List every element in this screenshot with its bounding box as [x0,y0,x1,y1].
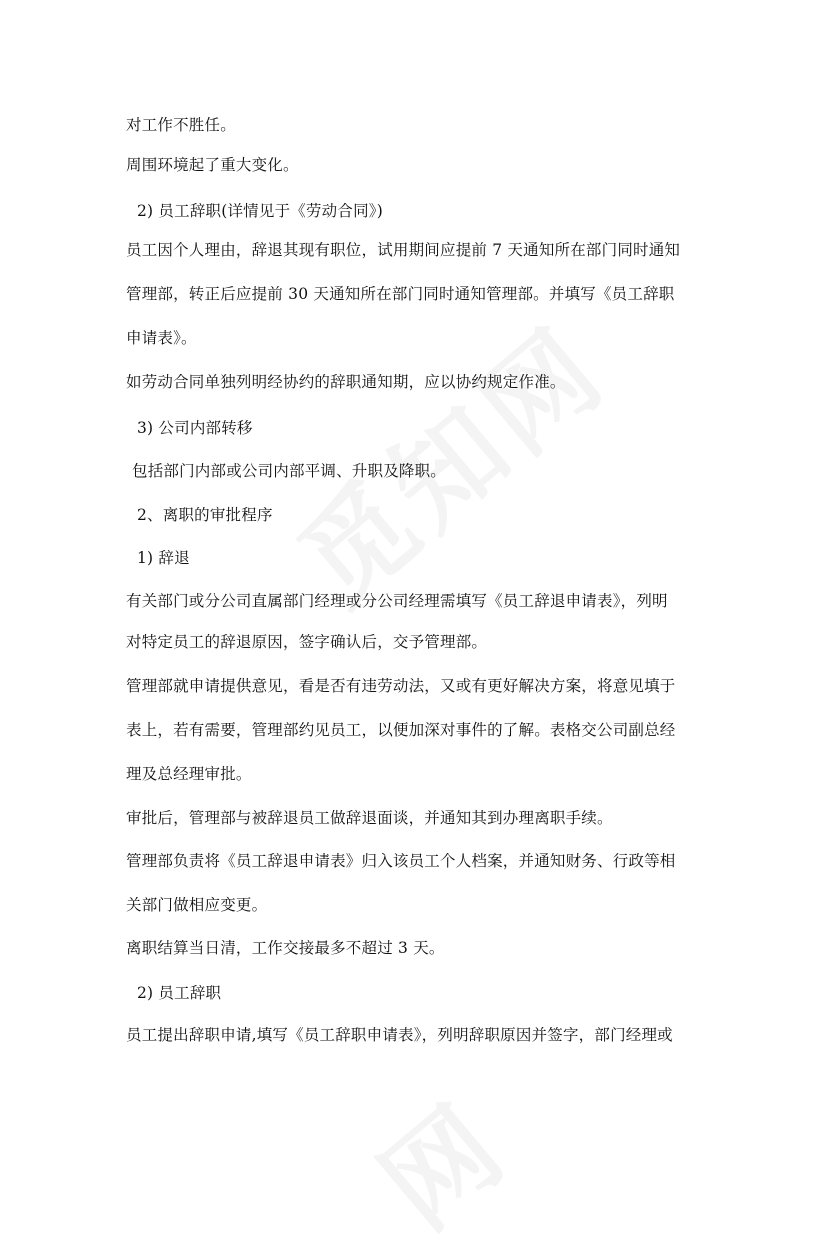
text-line: 对工作不胜任。 [126,116,236,134]
section-heading: 2、离职的审批程序 [137,506,273,524]
text-line: 关部门做相应变更。 [126,896,268,914]
text-line: 管理部负责将《员工辞退申请表》归入该员工个人档案，并通知财务、行政等相 [126,852,676,870]
text-line: 包括部门内部或公司内部平调、升职及降职。 [132,462,447,480]
section-heading: 2) 员工辞职 [137,984,222,1002]
text-line: 员工提出辞职申请,填写《员工辞职申请表》，列明辞职原因并签字，部门经理或 [126,1026,673,1044]
text-line: 周围环境起了重大变化。 [126,156,299,174]
section-heading: 1) 辞退 [137,549,190,567]
watermark-bottom [343,1061,535,1257]
text-line: 管理部就申请提供意见，看是否有违劳动法，又或有更好解决方案，将意见填于 [126,677,676,695]
section-heading: 2) 员工辞职(详情见于《劳动合同》) [137,202,383,220]
text-line: 有关部门或分公司直属部门经理或分公司经理需填写《员工辞退申请表》，列明 [126,592,668,610]
text-line: 如劳动合同单独列明经协约的辞职通知期，应以协约规定作准。 [126,373,566,391]
text-line: 对特定员工的辞退原因，签字确认后，交予管理部。 [126,633,488,651]
section-heading: 3) 公司内部转移 [137,419,253,437]
text-line: 员工因个人理由，辞退其现有职位，试用期间应提前 7 天通知所在部门同时通知 [126,241,681,259]
watermark [261,285,634,634]
text-line: 申请表》。 [126,329,197,347]
text-line: 离职结算当日清，工作交接最多不超过 3 天。 [126,939,445,957]
text-line: 表上，若有需要，管理部约见员工，以便加深对事件的了解。表格交公司副总经 [126,721,676,739]
text-line: 审批后，管理部与被辞退员工做辞退面谈，并通知其到办理离职手续。 [126,809,613,827]
text-line: 理及总经理审批。 [126,765,252,783]
text-line: 管理部，转正后应提前 30 天通知所在部门同时通知管理部。并填写《员工辞职 [126,285,675,303]
